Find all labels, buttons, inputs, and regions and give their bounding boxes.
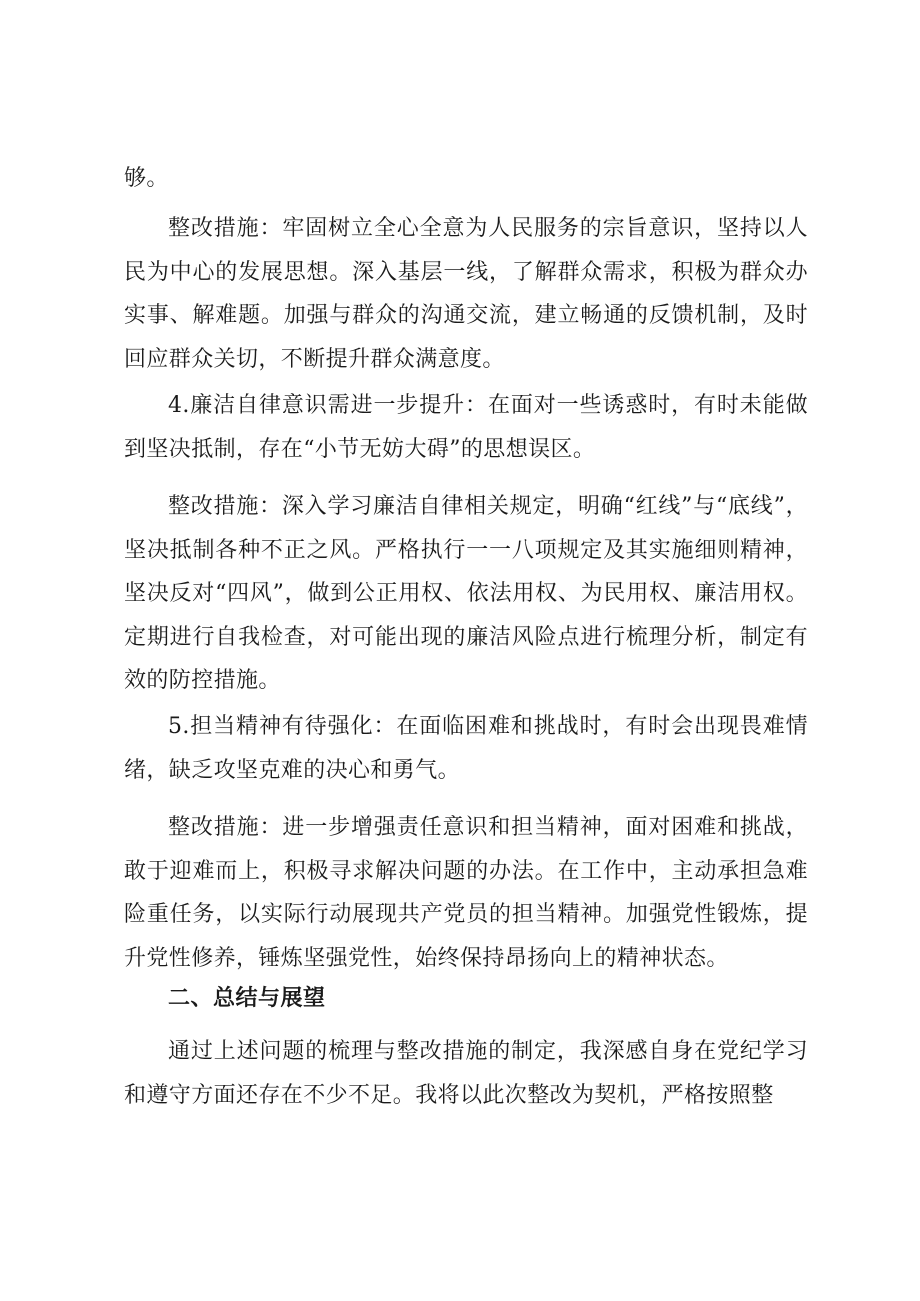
paragraph-continuation: 够。 [124, 166, 169, 191]
section-heading-summary: 二、总结与展望 [168, 986, 326, 1011]
paragraph-rectification-4: 整改措施：深入学习廉洁自律相关规定，明确“红线”与“底线”，坚决抵制各种不正之风。严格执行一一八项规定及其实施细则精神，坚决反对“四风”，做到公正用权、依法用权、为民用权、廉洁用权。定期进行自我检查，对可能出现的廉洁风险点进行梳理分析，制定有效的防控措施。 [124, 494, 808, 693]
paragraph-rectification-5: 整改措施：进一步增强责任意识和担当精神，面对困难和挑战，敢于迎难而上，积极寻求解决问题的办法。在工作中，主动承担急难险重任务，以实际行动展现共产党员的担当精神。加强党性锻炼，提升党性修养，锤炼坚强党性，始终保持昂扬向上的精神状态。 [124, 815, 808, 971]
paragraph-summary: 通过上述问题的梳理与整改措施的制定，我深感自身在党纪学习和遵守方面还存在不少不足。我将以此次整改为契机，严格按照整 [124, 1039, 808, 1108]
paragraph-rectification-3: 整改措施：牢固树立全心全意为人民服务的宗旨意识，坚持以人民为中心的发展思想。深入基层一线，了解群众需求，积极为群众办实事、解难题。加强与群众的沟通交流，建立畅通的反馈机制，及时回应群众关切，不断提升群众满意度。 [124, 216, 808, 372]
paragraph-issue-5: 5.担当精神有待强化：在面临困难和挑战时，有时会出现畏难情绪，缺乏攻坚克难的决心和勇气。 [124, 714, 808, 783]
paragraph-issue-4: 4.廉洁自律意识需进一步提升：在面对一些诱惑时，有时未能做到坚决抵制，存在“小节无妨大碍”的思想误区。 [124, 393, 808, 462]
